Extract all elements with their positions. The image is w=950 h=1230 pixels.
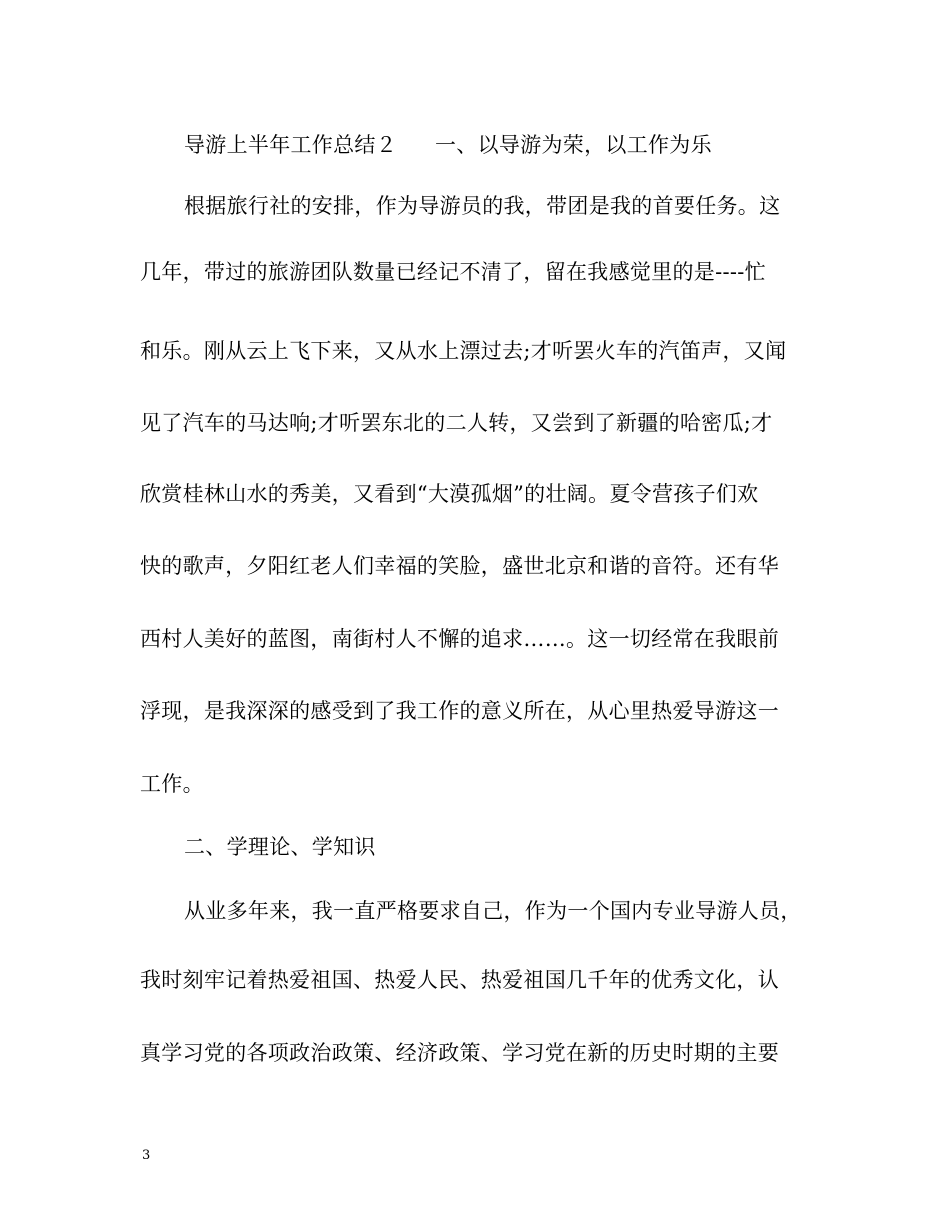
heading-line [184,131,864,159]
paragraph-1-line-5: 欣赏桂林山水的秀美，又看到“大漠孤烟”的壮阔。夏令营孩子们欢 [140,482,759,506]
document-title: 导游上半年工作总结２ [184,133,397,157]
paragraph-1-line-8: 浮现，是我深深的感受到了我工作的意义所在，从心里热爱导游这一 [140,699,779,723]
page-number: 3 [142,1148,151,1163]
paragraph-1-line-3: 和乐。刚从云上飞下来，又从水上漂过去;才听罢火车的汽笛声，又闻 [140,339,787,363]
paragraph-2-line-3: 真学习党的各项政治政策、经济政策、学习党在新的历史时期的主要 [140,1041,779,1065]
paragraph-1-line-9: 工作。 [140,772,204,796]
section-1-heading: 一、以导游为荣，以工作为乐 [435,133,712,157]
paragraph-1-line-7: 西村人美好的蓝图，南街村人不懈的追求……。这一切经常在我眼前 [140,627,779,651]
paragraph-2-line-1: 从业多年来，我一直严格要求自己，作为一个国内专业导游人员， [184,899,802,923]
paragraph-1-line-6: 快的歌声，夕阳红老人们幸福的笑脸，盛世北京和谐的音符。还有华 [140,554,779,578]
section-2-heading: 二、学理论、学知识 [184,835,376,859]
paragraph-2-line-2: 我时刻牢记着热爱祖国、热爱人民、热爱祖国几千年的优秀文化，认 [140,968,779,992]
paragraph-1-line-4: 见了汽车的马达响;才听罢东北的二人转，又尝到了新疆的哈密瓜;才 [140,411,773,435]
paragraph-1-line-1: 根据旅行社的安排，作为导游员的我，带团是我的首要任务。这 [184,194,781,218]
paragraph-1-line-2: 几年，带过的旅游团队数量已经记不清了，留在我感觉里的是----忙 [140,260,766,284]
